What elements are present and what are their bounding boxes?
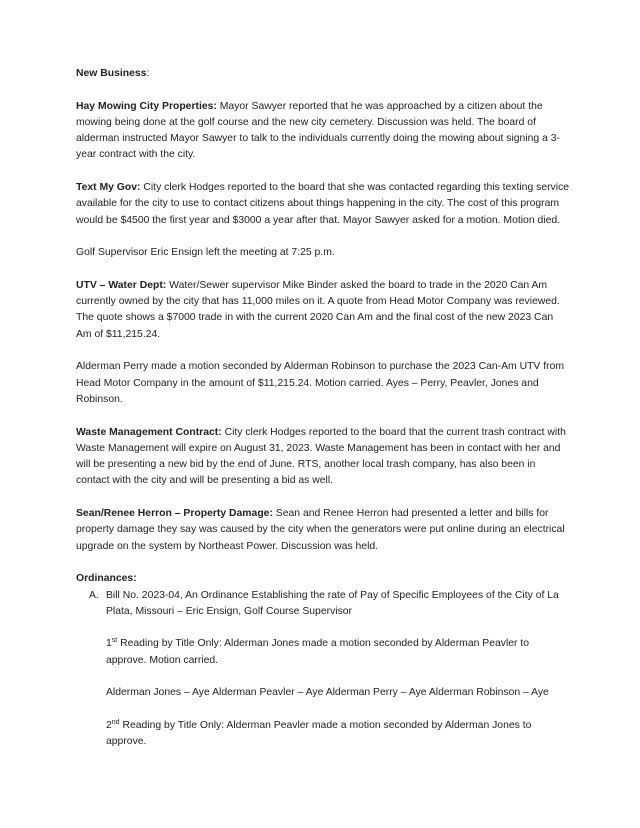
section-text: Mayor Sawyer reported that he was approached by a citizen about the mowing being done at the golf course and the new city cemetery. Discussion was held. The board of alderman instructed Mayor Sawyer to talk to the individuals currently doing the mowing about signing a 3-year contract with the city. <box>76 100 560 161</box>
paragraph-utv-motion <box>76 359 570 408</box>
section-text: Alderman Perry made a motion seconded by Alderman Robinson to purchase the 2023 Can-Am UTV from Head Motor Company in the amount of $11,215.24. Motion carried. Ayes – Perry, Peavler, Jones and Robinson. <box>76 361 565 405</box>
first-reading-ordinal: st <box>111 637 118 645</box>
second-reading-ordinal: nd <box>111 718 120 726</box>
minutes-body <box>76 66 570 767</box>
section-text: Sean and Renee Herron had presented a letter and bills for property damage they say was caused by the city when the generators were put online during an electrical upgrade on the system by Northeast Power. Discussion was held. <box>76 508 565 552</box>
section-title: Hay Mowing City Properties: <box>76 100 217 112</box>
section-utv-water-dept <box>76 278 570 343</box>
section-text: City clerk Hodges reported to the board that she was contacted regarding this texting service available for the city to use to contact citizens about things happening in the city. The cost of this program would be $4500 the first year and $3000 a year after that. Mayor Sawyer asked for a motion. Motion died. <box>76 182 570 226</box>
first-reading-text: Reading by Title Only: Alderman Jones made a motion seconded by Alderman Peavler to approve. Motion carried. <box>106 638 530 666</box>
section-property-damage <box>76 506 570 555</box>
ordinance-item-a <box>76 588 570 767</box>
ordinances-heading-text: Ordinances: <box>76 573 137 585</box>
section-title: Text My Gov: <box>76 182 141 194</box>
first-reading-number: 1 <box>106 638 112 650</box>
section-title: Sean/Renee Herron – Property Damage: <box>76 508 273 520</box>
section-waste-management <box>76 425 570 490</box>
section-text: Water/Sewer supervisor Mike Binder asked the board to trade in the 2020 Can Am currently owned by the city that has 11,000 miles on it. A quote from Head Motor Company was reviewed. The quote shows a $7000 trade in with the current 2020 Can Am and the final cost of the new 2023 Can Am of $11,215.24. <box>76 279 560 340</box>
new-business-heading-text: New Business <box>76 68 147 79</box>
roll-call-vote: Alderman Jones – Aye Alderman Peavler – Aye Alderman Perry – Aye Alderman Robinson – Aye <box>106 687 549 699</box>
section-text: Golf Supervisor Eric Ensign left the meeting at 7:25 p.m. <box>76 247 335 259</box>
ordinance-item-letter: A. <box>89 589 99 601</box>
first-reading <box>106 636 570 669</box>
new-business-colon: : <box>146 68 150 79</box>
ordinance-title: Bill No. 2023-04, An Ordinance Establishing the rate of Pay of Specific Employees of the City of La Plata, Missouri – Eric Ensign, Golf Course Supervisor <box>106 589 559 617</box>
ordinances-heading <box>76 571 570 587</box>
section-text: City clerk Hodges reported to the board that the current trash contract with Waste Management will expire on August 31, 2023. Waste Management has been in contact with her and will be presenting a new bid by the end of June. RTS, another local trash company, has also been in contact with the city and will be presenting a bid as well. <box>76 426 566 487</box>
new-business-heading <box>76 66 570 82</box>
section-title: Waste Management Contract: <box>76 426 222 438</box>
second-reading <box>106 718 570 751</box>
section-hay-mowing <box>76 99 570 164</box>
second-reading-text: Reading by Title Only: Alderman Peavler made a motion seconded by Alderman Jones to approve. <box>106 719 532 748</box>
ordinance-item-body <box>106 588 570 767</box>
section-text-my-gov <box>76 180 570 229</box>
paragraph-golf-supervisor-left <box>76 245 570 261</box>
second-reading-number: 2 <box>106 719 112 731</box>
section-title: UTV – Water Dept: <box>76 279 167 291</box>
